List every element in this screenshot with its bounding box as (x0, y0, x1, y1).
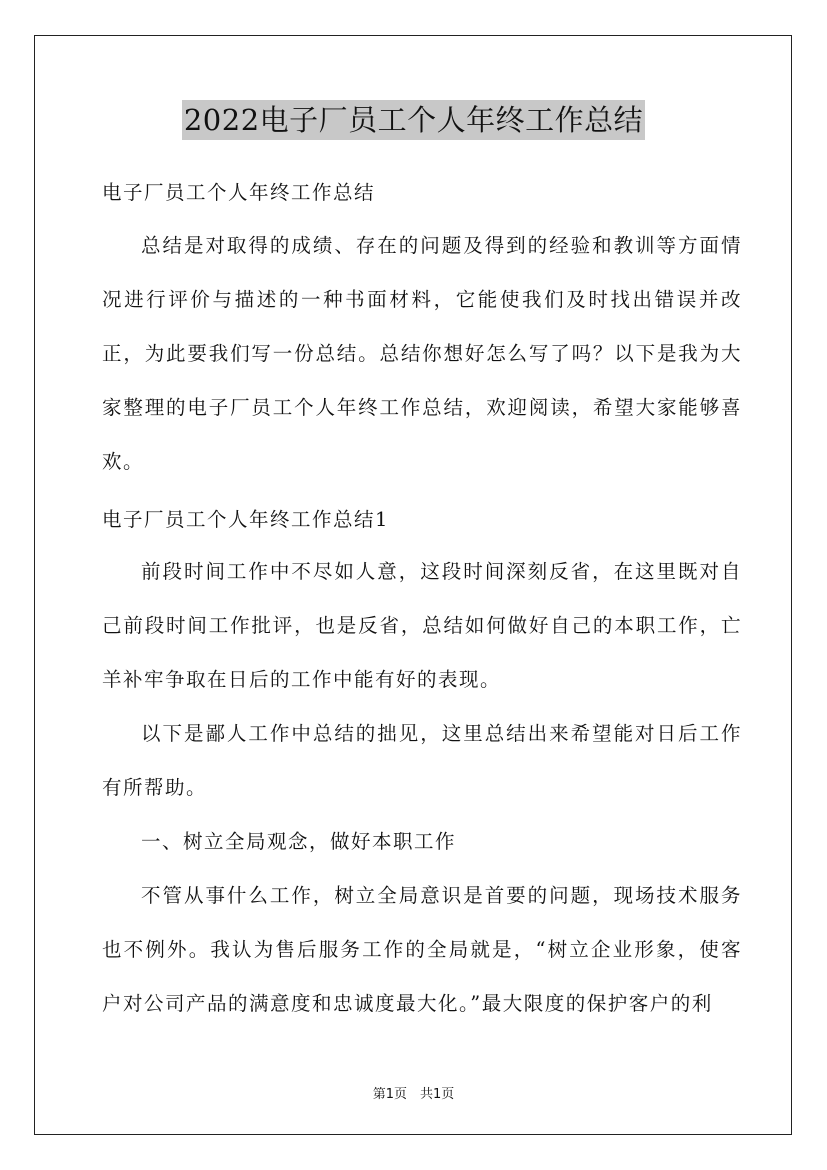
body-paragraph: 前段时间工作中不尽如人意，这段时间深刻反省，在这里既对自己前段时间工作批评，也是反省，总结如何做好自己的本职工作，亡羊补牢争取在日后的工作中能有好的表现。 (102, 560, 742, 691)
section-heading: 电子厂员工个人年终工作总结1 (102, 508, 389, 531)
document-subtitle: 电子厂员工个人年终工作总结 (102, 181, 376, 204)
intro-section (102, 219, 742, 489)
page-footer (0, 1083, 827, 1102)
intro-paragraph: 总结是对取得的成绩、存在的问题及得到的经验和教训等方面情况进行评价与描述的一种书面材料，它能使我们及时找出错误并改正，为此要我们写一份总结。总结你想好怎么写了吗？以下是我为大家整理的电子厂员工个人年终工作总结，欢迎阅读，希望大家能够喜欢。 (102, 234, 742, 473)
document-title: 2022电子厂员工个人年终工作总结 (182, 100, 645, 140)
page-number: 第1页 共1页 (372, 1087, 455, 1102)
body-subheading: 一、树立全局观念，做好本职工作 (141, 830, 457, 853)
body-paragraph: 不管从事什么工作，树立全局意识是首要的问题，现场技术服务也不例外。我认为售后服务工作的全局就是，“树立企业形象，使客户对公司产品的满意度和忠诚度最大化。”最大限度的保护客户的利 (102, 884, 742, 1015)
document-title-wrapper (0, 100, 827, 140)
body-paragraph: 以下是鄙人工作中总结的拙见，这里总结出来希望能对日后工作有所帮助。 (102, 722, 742, 799)
section-body (102, 545, 742, 1031)
